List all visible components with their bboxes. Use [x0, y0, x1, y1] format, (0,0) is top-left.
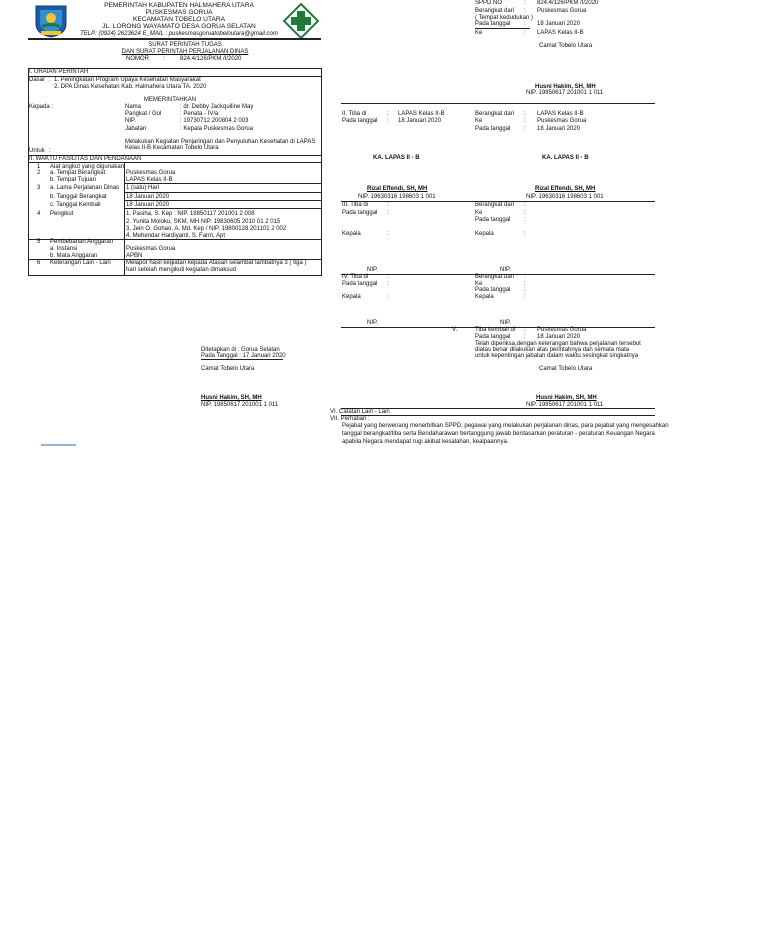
block4-right-pada-label: Pada tanggal	[475, 287, 511, 293]
dasar-item-2: 2. DPA Dinas Kesehatan Kab. Halmahera Utara TA. 2020	[54, 84, 207, 90]
row5a-label: a. Instansi	[50, 246, 78, 252]
row3a-rule	[124, 192, 321, 193]
row5b-value: APBN	[126, 253, 143, 259]
block2-berangkat-label: Berangkat dari	[475, 111, 515, 117]
row4-member-4: 4. Mehendar Hardiyanti, S. Farm, Apt	[126, 233, 226, 239]
right-top-name: Husni Hakim, SH, MH	[535, 84, 596, 90]
block3-berangkat-separator: :	[524, 202, 526, 208]
block2-left-name: Rizal Effendi, SH, MH	[367, 186, 428, 192]
block2-top-rule	[341, 103, 655, 104]
block3-right-nip: NIP.	[500, 267, 511, 273]
letterhead-rule	[28, 38, 321, 40]
block2-right-nip: NIP. 19630316 198603 1 001	[526, 194, 604, 200]
block4-right-nip: NIP.	[500, 320, 511, 326]
block2-right-name: Rizal Effendi, SH, MH	[535, 186, 596, 192]
block2-right-title: KA. LAPAS II - B	[542, 155, 589, 161]
form-bottom-rule	[28, 275, 321, 276]
pada-tanggal-value: 18 Januari 2020	[537, 21, 581, 27]
row2a-label: a. Tempat Berangkat	[50, 170, 106, 176]
letterhead-line-3: KECAMATAN TOBELO UTARA	[132, 16, 226, 23]
row3c-rule	[124, 208, 321, 209]
nama-value: : dr. Debby Jackquiline May	[180, 104, 254, 110]
letterhead-line-4: JL. LORONG WAYAMATO DESA GORUA SELATAN	[102, 23, 256, 30]
block4-right-kepala-label: Kepala	[475, 294, 494, 300]
block4-ke-label: Ke	[475, 281, 483, 287]
block2-right-pada-label: Pada tanggal	[475, 126, 511, 132]
block5-text-3: untuk kepentingan jabatan dalam waktu sesingkat singkatnya	[475, 353, 639, 359]
block2-ke-value: Puskesmas Gorua	[537, 118, 587, 124]
block3-right-kepala-label: Kepala	[475, 231, 494, 237]
section2-heading-rule	[28, 162, 321, 163]
block2-tiba-value: LAPAS Kelas II-B	[398, 111, 445, 117]
nomor-value: 824.4/126/PKM /I/2020	[180, 56, 242, 62]
row2a-value: Puskesmas Gorua	[126, 170, 176, 176]
berangkat-value: Puskesmas Gorua	[537, 8, 587, 14]
block5-text-2: diatas benar dilakukan atas perintahnya dan semata mata	[475, 347, 630, 353]
section1-heading: I. URAIAN PERINTAH	[29, 69, 89, 75]
row4-number: 4	[37, 211, 41, 217]
title-line-2: DAN SURAT PERINTAH PERJALANAN DINAS	[121, 49, 249, 55]
row2b-label: b. Tempat Tujuan	[50, 177, 96, 183]
block3-ke-separator: :	[524, 210, 526, 216]
block2-right-pada-separator: :	[524, 126, 526, 132]
block5-text-1: Telah diperiksa,dengan keterangan bahwa perjalanan tersebut	[475, 341, 641, 347]
left-sign-position: Camat Tobelo Utara	[201, 366, 255, 372]
block4-tiba-label: IV. Tiba di	[342, 274, 369, 280]
ke-value: LAPAS Kelas II-B	[537, 30, 584, 36]
row3b-rule	[124, 200, 321, 201]
block5-name: Husni Hakim, SH, MH	[536, 395, 597, 401]
block5-pada-label: Pada tanggal	[475, 334, 511, 340]
memerintahkan-heading: MEMERINTAHKAN	[143, 97, 197, 103]
block4-right-kepala-separator: :	[524, 294, 526, 300]
block2-ke-label: Ke	[475, 118, 483, 124]
block2-right-pada-value: 18 Januari 2020	[537, 126, 581, 132]
block7-text-2: tanggal berangkat/tiba serta Bendaharawan bertanggung jawab berdasarkan peraturan - peraturan Keuangan Negara	[342, 431, 655, 437]
ke-separator: :	[524, 30, 526, 36]
block3-right-pada-label: Pada tanggal	[475, 217, 511, 223]
row6-text-1: Melapor hasil kegiatan kepada Atasan selambat lambatnya 3 ( tiga )	[126, 260, 307, 266]
block3-kepala-label: Kepala	[342, 231, 361, 237]
row4-member-1: 1. Pasiha, S. Kep : NIP. 19850117 201001 2 008	[126, 211, 255, 217]
form-right-border	[321, 68, 322, 276]
left-sign-nip: NIP. 19850617 201001 1 011	[201, 402, 279, 408]
row6-label: Keterangan Lain - Lain	[50, 260, 111, 266]
block2-pada-value: 18 Januari 2020	[398, 118, 442, 124]
row5b-label: b. Mata Anggaran	[50, 253, 98, 259]
row3b-value: 18 Januari 2020	[126, 194, 170, 200]
pangkat-label: Pangkat / Gol	[125, 111, 162, 117]
sppd-separator: :	[524, 0, 526, 6]
block3-right-pada-separator: :	[524, 217, 526, 223]
row6-text-2: hari setelah mengikuti kegiatan dimaksud	[126, 267, 237, 273]
block7-label: VII. Perhatian :	[330, 416, 370, 422]
nip-value: : 19730712 200804 2 003	[180, 118, 249, 124]
untuk-separator: :	[49, 148, 51, 154]
block3-pada-label: Pada tanggal	[342, 210, 378, 216]
block4-kepala-separator: :	[387, 294, 389, 300]
block2-left-nip: NIP. 19630316 198603 1 001	[358, 194, 436, 200]
untuk-text-2: Kelas II-B Kecamatan Tobelo Utara	[125, 145, 219, 151]
block2-berangkat-value: LAPAS Kelas II-B	[537, 111, 584, 117]
row4-label: Pengikut	[50, 211, 74, 217]
letterhead-contact: TELP: (0924) 2623624 E_MAIL : puskesmasgoruatobeloutara@gmail.com	[80, 31, 278, 37]
block5-pada-separator: :	[524, 334, 526, 340]
block4-right-pada-separator: :	[524, 287, 526, 293]
sppd-value: 824.4/126/PKM /I/2020	[537, 0, 599, 6]
letterhead-line-2: PUSKESMAS GORUA	[145, 9, 213, 16]
block3-tiba-separator: :	[387, 202, 389, 208]
row3-number: 3	[37, 185, 41, 191]
jabatan-value: : Kepala Puskesmas Gorua	[180, 126, 254, 132]
row3c-label: c. Tanggal Kembali	[50, 202, 101, 208]
row5-label: Pembebanan Anggaran	[50, 239, 114, 245]
nama-label: Nama	[125, 104, 142, 110]
kepada-label: Kepada :	[29, 104, 54, 110]
block4-berangkat-separator: :	[524, 274, 526, 280]
form-left-border	[28, 68, 29, 276]
row2-rule	[124, 183, 321, 184]
block7-text-1: Pejabat yang berwenang menerbitkan SPPD, pegawai yang melakukan perjalanan dinas, para pejabat yang mengesahkan	[342, 423, 669, 429]
block4-left-nip: NIP.	[367, 320, 378, 326]
block4-pada-separator: :	[387, 281, 389, 287]
untuk-label: Untuk	[29, 148, 45, 154]
block3-ke-label: Ke	[475, 210, 483, 216]
block2-tiba-label: II. Tiba di	[342, 111, 367, 117]
row5a-value: Puskesmas Gorua	[126, 246, 176, 252]
block7-top-rule	[341, 415, 655, 416]
pada-tanggal-label: Pada tanggal	[475, 21, 511, 27]
block4-berangkat-label: Berangkat dari	[475, 274, 515, 280]
block3-kepala-separator: :	[387, 231, 389, 237]
block2-berangkat-separator: :	[524, 111, 526, 117]
block5-pada-value: 18 Januari 2020	[537, 334, 581, 340]
row1-label: Alat angkut yang digunakan	[50, 164, 125, 170]
row3b-label: b. Tanggal Berangkat	[50, 194, 107, 200]
block5-tiba-value: Puskesmas Gorua	[537, 327, 587, 333]
ke-label: Ke	[475, 30, 483, 36]
right-top-nip: NIP. 19850617 201001 1 011	[526, 90, 604, 96]
kedudukan-label: ( Tempat kedudukan )	[475, 15, 533, 21]
pangkat-value: : Penata - IV/a	[180, 111, 219, 117]
jabatan-label: Jabatan	[125, 126, 147, 132]
block3-pada-separator: :	[387, 210, 389, 216]
block3-left-nip: NIP.	[367, 267, 378, 273]
block5-tiba-separator: :	[524, 327, 526, 333]
row3c-value: 18 Januari 2020	[126, 202, 170, 208]
section2-heading: II. WAKTU FASILITAS DAN PENDANAAN	[29, 156, 142, 162]
block4-ke-separator: :	[524, 281, 526, 287]
row2-number: 2	[37, 170, 41, 176]
block5-numeral: V.	[452, 327, 458, 333]
block2-pada-label: Pada tanggal	[342, 118, 378, 124]
sppd-label: SPPD NO	[475, 0, 503, 6]
blue-mark	[41, 444, 76, 446]
dasar-separator: :	[49, 77, 51, 83]
block7-text-3: apabila Negara mendapat rugi akibat kesalahan, kealpaannya.	[342, 439, 509, 445]
letterhead-line-1: PEMERINTAH KABUPATEN HALMAHERA UTARA	[104, 2, 254, 9]
nip-label: NIP.	[125, 118, 136, 124]
block2-tiba-separator: :	[387, 111, 389, 117]
right-top-position: Camat Tobelo Utara	[539, 43, 593, 49]
row5-number: 5	[37, 239, 41, 245]
dasar-item-1: 1. Peningkatan Program Upaya Kesehatan Masyarakat	[54, 77, 201, 83]
row2b-value: LAPAS Kelas II-B	[126, 177, 173, 183]
untuk-text-1: Melakukan Kegiatan Penjaringan dan Penyuluhan Kesehatan di LAPAS	[125, 139, 316, 145]
block2-left-title: KA. LAPAS II - B	[373, 155, 420, 161]
block5-position: Camat Tobelo Utara	[539, 366, 593, 372]
block6-label: VI. Catatan Lain - Lain	[330, 409, 390, 415]
row1-number: 1	[37, 164, 41, 170]
row4-member-3: 3. Jein O. Gohao, A. Md. Kep / NIP. 19800128 201101 2 002	[126, 226, 287, 232]
block3-tiba-label: III. Tiba di	[342, 202, 369, 208]
block2-ke-separator: :	[524, 118, 526, 124]
left-sign-name: Husni Hakim, SH, MH	[201, 395, 262, 401]
ditetapkan-text: Ditetapkan di : Gorua Selatan	[201, 347, 280, 353]
block4-kepala-label: Kepala	[342, 294, 361, 300]
block3-berangkat-label: Berangkat dari	[475, 202, 515, 208]
ditetapkan-rule	[201, 359, 283, 360]
block5-tiba-label: Tiba kembali di	[475, 327, 516, 333]
pada-tanggal-separator: :	[524, 21, 526, 27]
block4-tiba-separator: :	[387, 274, 389, 280]
title-line-1: SURAT PERINTAH TUGAS	[148, 42, 222, 48]
berangkat-separator: :	[524, 8, 526, 14]
block5-nip: NIP. 19850617 201001 1 011	[526, 402, 604, 408]
dasar-label: Dasar	[29, 77, 46, 83]
nomor-separator: :	[163, 56, 165, 62]
nomor-label: NOMOR	[126, 56, 149, 62]
pada-tanggal-rule	[475, 28, 530, 29]
block4-pada-label: Pada tanggal	[342, 281, 378, 287]
block3-right-kepala-separator: :	[524, 231, 526, 237]
berangkat-label: Berangkat dari	[475, 8, 515, 14]
row6-number: 6	[37, 260, 41, 266]
pada-tanggal-text: Pada Tanggal : 17 Januari 2020	[201, 353, 286, 359]
row3a-label: a. Lama Perjalanan Dinas	[50, 185, 120, 191]
row4-member-2: 2. Yunita Moloku, SKM, MH NIP. 19830605 2010 01 2 015	[126, 219, 281, 225]
row3a-value: 1 (satu) Hari	[126, 185, 160, 191]
block2-pada-separator: :	[387, 118, 389, 124]
